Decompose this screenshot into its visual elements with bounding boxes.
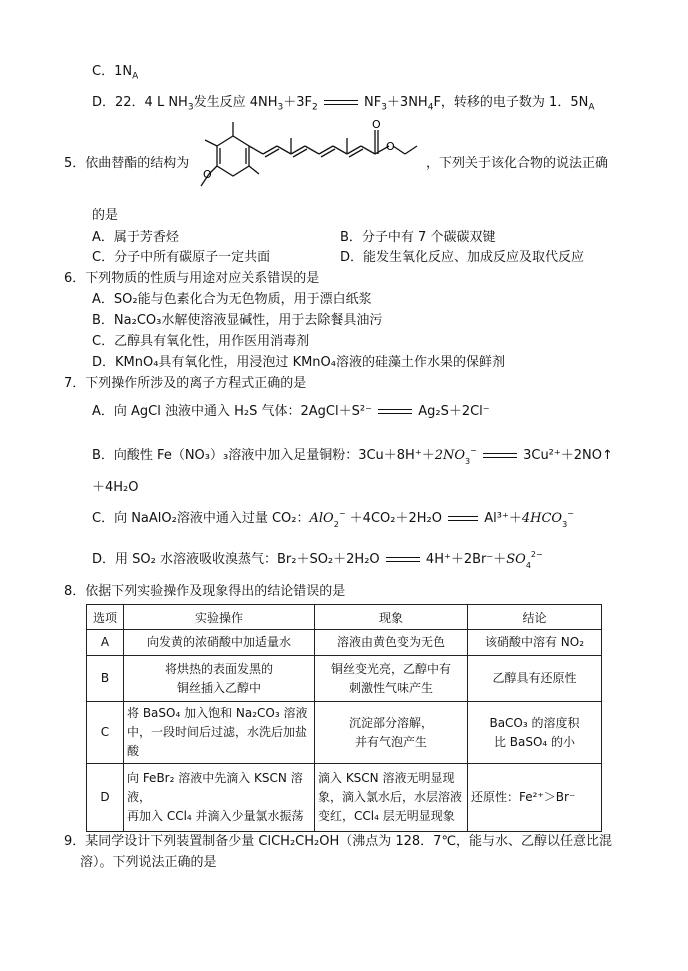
svg-text:O: O: [372, 118, 381, 131]
q8-stem: 8．依据下列实验操作及现象得出的结论错误的是: [64, 584, 346, 599]
header-operation: 实验操作: [124, 605, 315, 630]
q7-option-b-cont: ＋4H₂O: [92, 480, 139, 495]
q5-option-b: B．分子中有 7 个碳碳双键: [340, 230, 496, 245]
cell-operation: 将 BaSO₄ 加入饱和 Na₂CO₃ 溶液 中，一段时间后过滤，水洗后加盐酸: [124, 702, 315, 764]
cell-option: C: [87, 702, 124, 764]
header-option: 选项: [87, 605, 124, 630]
q9-stem: 9．某同学设计下列装置制备少量 ClCH₂CH₂OH（沸点为 128．7℃，能与水、乙醇以任意比混: [64, 834, 613, 849]
q7-option-c: C．向 NaAlO₂溶液中通入过量 CO₂：AlO$_2$− ＋4CO₂＋2H₂O $Al^{3+}+4HCO_3^-$: [92, 509, 574, 529]
q4-option-c: C．$1N_A$: [92, 64, 139, 82]
q6-option-d: D．KMnO₄具有氧化性，用浸泡过 KMnO₄溶液的硅藻土作水果的保鲜剂: [92, 355, 505, 370]
cell-phenomenon: 滴入 KSCN 溶液无明显现 象，滴入氯水后，水层溶液 变红，CCl₄ 层无明显现象: [315, 764, 468, 832]
svg-text:O: O: [386, 140, 395, 153]
cell-phenomenon: 沉淀部分溶解， 并有气泡产生: [315, 702, 468, 764]
cell-conclusion: 还原性：Fe²⁺＞Br⁻: [468, 764, 602, 832]
q5-stem-cont: ，下列关于该化合物的说法正确: [426, 156, 609, 171]
table-header-row: [87, 605, 602, 630]
cell-operation: 将烘热的表面发黑的 铜丝插入乙醇中: [124, 656, 315, 702]
q5-option-c: C．分子中所有碳原子一定共面: [92, 250, 271, 265]
etretinate-structure-image: [195, 116, 420, 194]
q7-option-d: D．用 SO₂ 水溶液吸收溴蒸气：Br₂＋SO₂＋2H₂O $4H^++2Br^-+SO_4^{2-}$: [92, 550, 543, 570]
q7-option-a: A．向 AgCl 浊液中通入 H₂S 气体：2AgCl＋S²⁻ Ag₂S＋2Cl⁻: [92, 404, 490, 419]
q9-stem-cont: 溶）。下列说法正确的是: [80, 855, 217, 870]
q5-option-a: A．属于芳香烃: [92, 230, 179, 245]
q6-option-c: C．乙醇具有氧化性，用作医用消毒剂: [92, 334, 310, 349]
table-row: [87, 630, 602, 656]
q6-option-a: A．SO₂能与色素化合为无色物质，用于漂白纸浆: [92, 292, 372, 307]
cell-option: B: [87, 656, 124, 702]
cell-option: A: [87, 630, 124, 656]
q7-stem: 7．下列操作所涉及的离子方程式正确的是: [64, 376, 307, 391]
cell-conclusion: BaCO₃ 的溶度积 比 BaSO₄ 的小: [468, 702, 602, 764]
cell-conclusion: 乙醇具有还原性: [468, 656, 602, 702]
q8-experiment-table: [86, 604, 602, 832]
cell-conclusion: 该硝酸中溶有 NO₂: [468, 630, 602, 656]
table-row: [87, 702, 602, 764]
cell-option: D: [87, 764, 124, 832]
cell-operation: 向发黄的浓硝酸中加适量水: [124, 630, 315, 656]
header-conclusion: 结论: [468, 605, 602, 630]
q7-option-b: B．向酸性 Fe（NO₃）₃溶液中加入足量铜粉：$3Cu+8H^++2NO_3^-$ 3Cu²⁺＋2NO↑: [92, 446, 613, 466]
table-row: [87, 656, 602, 702]
q5-option-d: D．能发生氧化反应、加成反应及取代反应: [340, 250, 585, 265]
q6-option-b: B．Na₂CO₃水解使溶液显碱性，用于去除餐具油污: [92, 313, 383, 328]
q5-stem: 5．依曲替酯的结构为: [64, 156, 190, 171]
cell-phenomenon: 溶液由黄色变为无色: [315, 630, 468, 656]
cell-operation: 向 FeBr₂ 溶液中先滴入 KSCN 溶液， 再加入 CCl₄ 并滴入少量氯水振荡: [124, 764, 315, 832]
q5-stem-end: 的是: [92, 208, 119, 223]
q4-option-d: D．22．4 L $NH_3$发生反应 $4NH_3+3F_2$ $NF_3+3NH_4F$，转移的电子数为 1．$5N_A$: [92, 95, 595, 113]
header-phenomenon: 现象: [315, 605, 468, 630]
table-row: [87, 764, 602, 832]
q6-stem: 6．下列物质的性质与用途对应关系错误的是: [64, 271, 320, 286]
svg-text:O: O: [203, 168, 212, 181]
cell-phenomenon: 铜丝变光亮，乙醇中有 刺激性气味产生: [315, 656, 468, 702]
